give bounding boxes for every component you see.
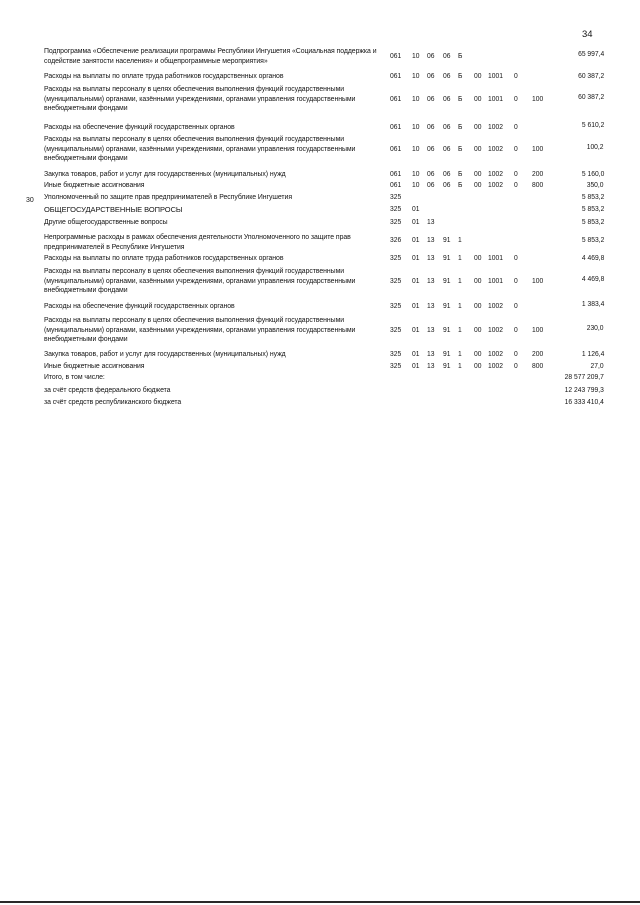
row-pr: 13 xyxy=(427,278,435,285)
row-sum: 60 387,2 xyxy=(577,73,604,80)
row-p3: 00 xyxy=(474,73,482,80)
row-name: за счёт средств республиканского бюджета xyxy=(44,399,182,406)
row-p5: 0 xyxy=(514,303,518,310)
row-p2: 1 xyxy=(458,255,462,262)
row-pr: 06 xyxy=(427,171,435,178)
row-p5: 0 xyxy=(514,96,518,103)
page-number: 34 xyxy=(582,29,593,40)
row-sum: 100,2 xyxy=(587,144,604,151)
row-ved: 325 xyxy=(390,194,402,201)
row-pr: 06 xyxy=(427,146,435,153)
row-rz: 01 xyxy=(412,219,420,226)
row-vr: 200 xyxy=(532,171,544,178)
row-p4: 1002 xyxy=(488,327,503,334)
row-name: Уполномоченный по защите прав предпринимателей в Республике Ингушетия xyxy=(44,194,293,201)
row-name: Закупка товаров, работ и услуг для государственных (муниципальных) нужд xyxy=(44,171,286,178)
row-number: 30 xyxy=(26,195,34,204)
row-pr: 06 xyxy=(427,124,435,131)
row-ved: 061 xyxy=(390,182,402,189)
row-pr: 06 xyxy=(427,53,435,60)
row-p5: 0 xyxy=(514,363,518,370)
row-p2: 1 xyxy=(458,327,462,334)
row-ved: 325 xyxy=(390,351,402,358)
row-rz: 10 xyxy=(412,182,420,189)
row-p2: Б xyxy=(458,53,463,60)
row-p5: 0 xyxy=(514,182,518,189)
row-p3: 00 xyxy=(474,327,482,334)
row-p2: Б xyxy=(458,171,463,178)
row-sum: 1 383,4 xyxy=(581,301,604,308)
row-p2: Б xyxy=(458,182,463,189)
row-p5: 0 xyxy=(514,327,518,334)
row-p1: 06 xyxy=(443,182,451,189)
row-p2: 1 xyxy=(458,303,462,310)
row-rz: 01 xyxy=(412,278,420,285)
row-pr: 06 xyxy=(427,182,435,189)
row-name: Другие общегосударственные вопросы xyxy=(44,219,168,226)
row-sum: 4 469,8 xyxy=(581,276,604,283)
row-sum: 5 853,2 xyxy=(581,219,604,226)
row-p5: 0 xyxy=(514,73,518,80)
row-pr: 06 xyxy=(427,96,435,103)
row-vr: 800 xyxy=(532,182,544,189)
row-name: Иные бюджетные ассигнования xyxy=(44,363,145,370)
row-sum: 230,0 xyxy=(587,325,604,332)
row-p1: 91 xyxy=(443,237,451,244)
row-p1: 91 xyxy=(443,363,451,370)
row-p4: 1002 xyxy=(488,146,503,153)
row-p4: 1002 xyxy=(488,363,503,370)
row-p1: 06 xyxy=(443,96,451,103)
row-p1: 06 xyxy=(443,73,451,80)
row-ved: 061 xyxy=(390,124,402,131)
row-pr: 13 xyxy=(427,255,435,262)
row-p4: 1002 xyxy=(488,303,503,310)
row-p2: Б xyxy=(458,124,463,131)
row-p5: 0 xyxy=(514,351,518,358)
row-p1: 06 xyxy=(443,146,451,153)
row-rz: 01 xyxy=(412,255,420,262)
row-rz: 10 xyxy=(412,53,420,60)
row-p1: 06 xyxy=(443,124,451,131)
row-name: Расходы на выплаты персоналу в целях обеспечения выполнения функций государственными (муниципальными) органами, казёнными учреждениями, органами управления государственными внебюджетными фондами xyxy=(44,317,356,343)
row-ved: 061 xyxy=(390,171,402,178)
row-sum: 60 387,2 xyxy=(577,94,604,101)
row-ved: 325 xyxy=(390,278,402,285)
row-p2: Б xyxy=(458,96,463,103)
row-ved: 325 xyxy=(390,255,402,262)
row-sum: 5 853,2 xyxy=(581,206,604,213)
row-p5: 0 xyxy=(514,124,518,131)
row-ved: 061 xyxy=(390,53,402,60)
row-rz: 01 xyxy=(412,363,420,370)
row-rz: 10 xyxy=(412,146,420,153)
row-ved: 325 xyxy=(390,206,402,213)
row-p3: 00 xyxy=(474,303,482,310)
row-sum: 5 853,2 xyxy=(581,194,604,201)
row-p4: 1002 xyxy=(488,124,503,131)
row-p2: 1 xyxy=(458,278,462,285)
row-name: Иные бюджетные ассигнования xyxy=(44,182,145,189)
row-vr: 100 xyxy=(532,146,544,153)
row-ved: 325 xyxy=(390,363,402,370)
row-p1: 06 xyxy=(443,53,451,60)
row-rz: 10 xyxy=(412,171,420,178)
row-rz: 10 xyxy=(412,96,420,103)
row-sum: 350,0 xyxy=(587,182,604,189)
row-sum: 65 997,4 xyxy=(577,51,604,58)
row-p1: 91 xyxy=(443,278,451,285)
row-p4: 1001 xyxy=(488,96,503,103)
row-p4: 1002 xyxy=(488,182,503,189)
row-name: Расходы на выплаты по оплате труда работников государственных органов xyxy=(44,255,284,262)
row-p4: 1001 xyxy=(488,278,503,285)
row-vr: 800 xyxy=(532,363,544,370)
row-sum: 12 243 799,3 xyxy=(564,387,604,394)
row-vr: 200 xyxy=(532,351,544,358)
row-p2: 1 xyxy=(458,363,462,370)
row-p5: 0 xyxy=(514,146,518,153)
row-p1: 91 xyxy=(443,303,451,310)
row-p3: 00 xyxy=(474,278,482,285)
row-p2: 1 xyxy=(458,237,462,244)
row-p5: 0 xyxy=(514,255,518,262)
row-name: Расходы на обеспечение функций государственных органов xyxy=(44,303,235,310)
row-p3: 00 xyxy=(474,351,482,358)
row-p3: 00 xyxy=(474,96,482,103)
row-name: Расходы на выплаты персоналу в целях обеспечения выполнения функций государственными (муниципальными) органами, казёнными учреждениями, органами управления государственными внебюджетными фондами xyxy=(44,268,356,294)
row-name: Расходы на обеспечение функций государственных органов xyxy=(44,124,235,131)
row-rz: 01 xyxy=(412,206,420,213)
row-ved: 325 xyxy=(390,303,402,310)
row-rz: 01 xyxy=(412,237,420,244)
row-p1: 91 xyxy=(443,255,451,262)
row-p3: 00 xyxy=(474,255,482,262)
row-name: Подпрограмма «Обеспечение реализации программы Республики Ингушетия «Социальная поддержка и содействие занятости населения» и общепрограммные мероприятия» xyxy=(44,48,377,65)
row-name: Расходы на выплаты персоналу в целях обеспечения выполнения функций государственными (муниципальными) органами, казёнными учреждениями, органами управления государственными внебюджетными фондами xyxy=(44,86,356,112)
row-p3: 00 xyxy=(474,124,482,131)
row-name: Расходы на выплаты по оплате труда работников государственных органов xyxy=(44,73,284,80)
row-sum: 5 853,2 xyxy=(581,237,604,244)
row-p4: 1002 xyxy=(488,351,503,358)
row-vr: 100 xyxy=(532,96,544,103)
row-sum: 5 610,2 xyxy=(581,122,604,129)
row-rz: 01 xyxy=(412,303,420,310)
row-rz: 10 xyxy=(412,73,420,80)
row-rz: 10 xyxy=(412,124,420,131)
row-name: Итого, в том числе: xyxy=(44,374,105,381)
bottom-edge-rule xyxy=(0,901,640,903)
row-name: Закупка товаров, работ и услуг для государственных (муниципальных) нужд xyxy=(44,351,286,358)
row-pr: 13 xyxy=(427,237,435,244)
row-pr: 13 xyxy=(427,219,435,226)
row-ved: 061 xyxy=(390,73,402,80)
row-sum: 28 577 209,7 xyxy=(564,374,604,381)
row-pr: 13 xyxy=(427,351,435,358)
row-p3: 00 xyxy=(474,182,482,189)
row-p1: 91 xyxy=(443,351,451,358)
row-ved: 061 xyxy=(390,96,402,103)
row-ved: 325 xyxy=(390,219,402,226)
row-p2: Б xyxy=(458,73,463,80)
row-vr: 100 xyxy=(532,278,544,285)
row-p3: 00 xyxy=(474,363,482,370)
row-p3: 00 xyxy=(474,146,482,153)
row-pr: 13 xyxy=(427,363,435,370)
row-p4: 1001 xyxy=(488,255,503,262)
row-p5: 0 xyxy=(514,278,518,285)
row-pr: 06 xyxy=(427,73,435,80)
row-sum: 27,0 xyxy=(590,363,604,370)
row-p4: 1002 xyxy=(488,171,503,178)
row-sum: 16 333 410,4 xyxy=(564,399,604,406)
row-p1: 06 xyxy=(443,171,451,178)
row-name: Непрограммные расходы в рамках обеспечения деятельности Уполномоченного по защите прав предпринимателей в Республике Ингушетия xyxy=(44,234,351,251)
row-p2: 1 xyxy=(458,351,462,358)
row-name: ОБЩЕГОСУДАРСТВЕННЫЕ ВОПРОСЫ xyxy=(44,205,183,214)
row-ved: 326 xyxy=(390,237,402,244)
row-ved: 061 xyxy=(390,146,402,153)
row-sum: 5 160,0 xyxy=(581,171,604,178)
row-p5: 0 xyxy=(514,171,518,178)
row-name: за счёт средств федерального бюджета xyxy=(44,387,171,394)
row-p1: 91 xyxy=(443,327,451,334)
row-pr: 13 xyxy=(427,303,435,310)
row-p4: 1001 xyxy=(488,73,503,80)
row-ved: 325 xyxy=(390,327,402,334)
row-p3: 00 xyxy=(474,171,482,178)
row-vr: 100 xyxy=(532,327,544,334)
row-rz: 01 xyxy=(412,327,420,334)
row-p2: Б xyxy=(458,146,463,153)
row-rz: 01 xyxy=(412,351,420,358)
row-sum: 4 469,8 xyxy=(581,255,604,262)
row-sum: 1 126,4 xyxy=(581,351,604,358)
row-pr: 13 xyxy=(427,327,435,334)
row-name: Расходы на выплаты персоналу в целях обеспечения выполнения функций государственными (муниципальными) органами, казёнными учреждениями, органами управления государственными внебюджетными фондами xyxy=(44,136,356,162)
